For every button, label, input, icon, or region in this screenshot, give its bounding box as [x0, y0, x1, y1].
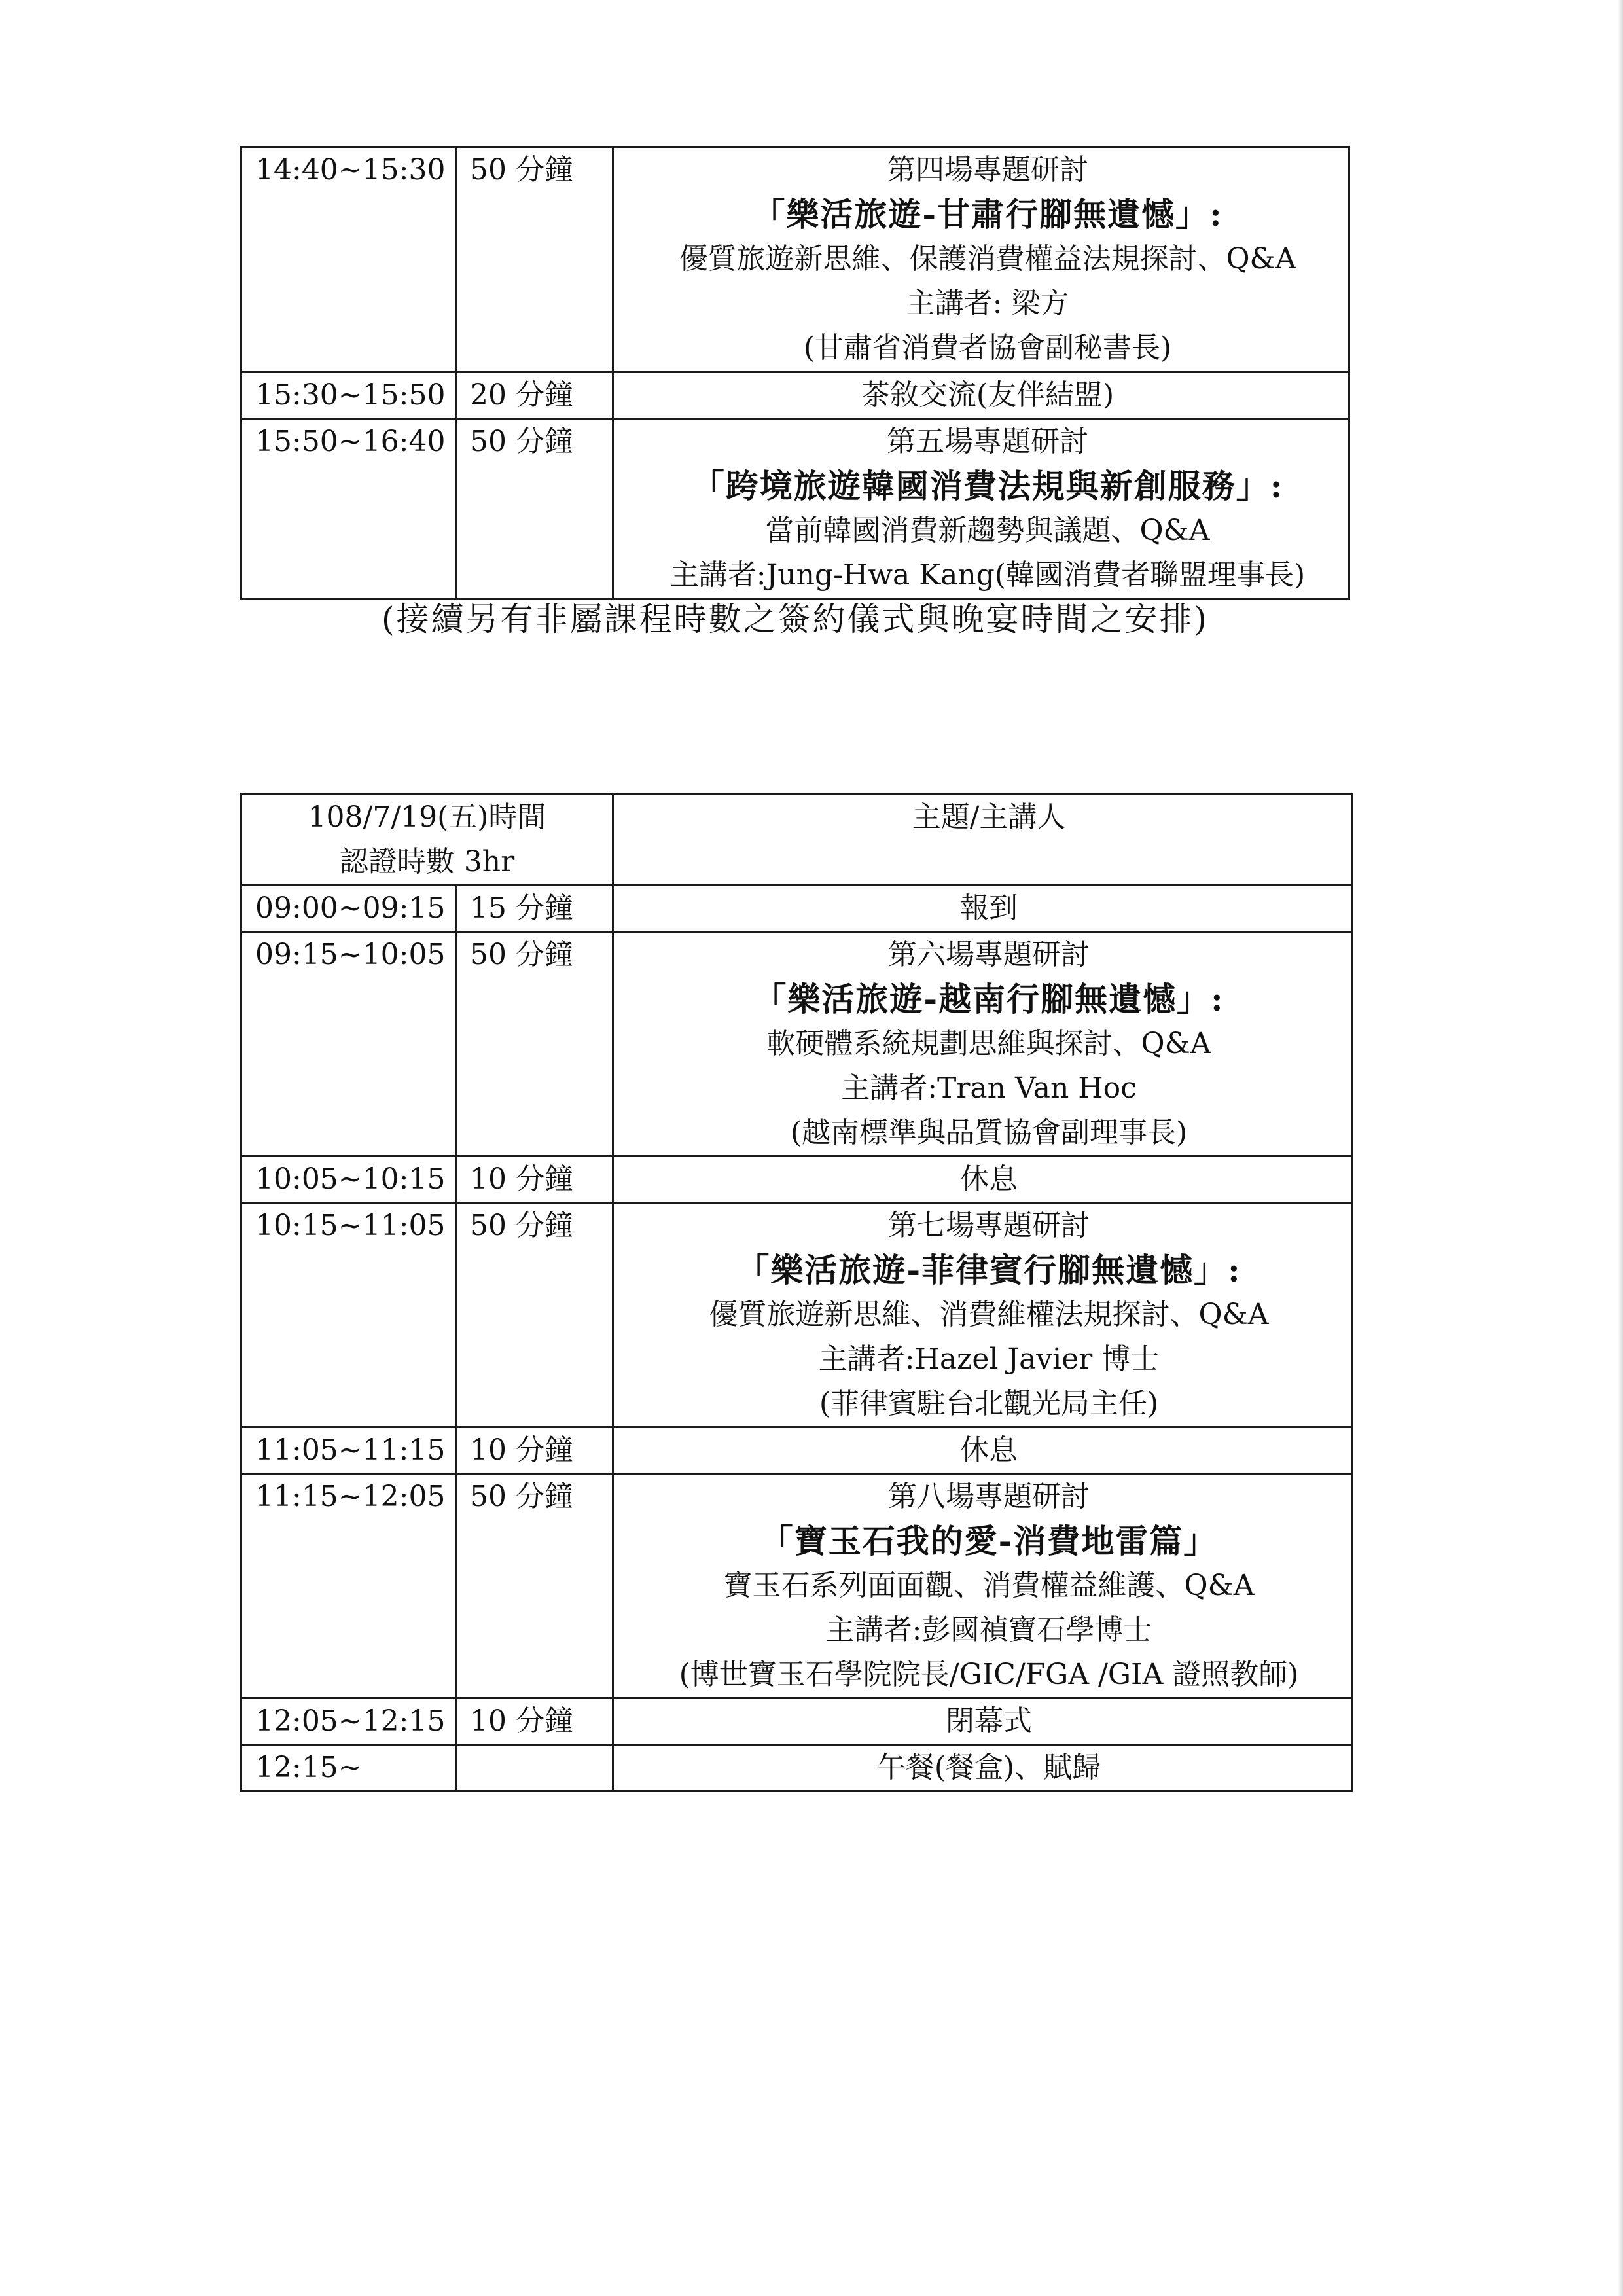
duration-cell: 50 分鐘	[456, 1474, 613, 1698]
schedule-table-day1-afternoon	[240, 146, 1350, 600]
time-cell: 10:05~10:15	[241, 1157, 456, 1203]
duration-cell: 20 分鐘	[456, 372, 613, 419]
session-description: 當前韓國消費新趨勢與議題、Q&A	[765, 514, 1210, 547]
time-cell: 12:15~	[241, 1745, 456, 1791]
session-name: 第四場專題研討	[887, 153, 1088, 187]
table-row	[241, 886, 1352, 932]
topic-cell: 茶敘交流(友伴結盟)	[613, 372, 1349, 419]
table-row	[241, 419, 1349, 600]
table-row	[241, 1157, 1352, 1203]
session-description: 軟硬體系統規劃思維與探討、Q&A	[766, 1027, 1211, 1060]
time-cell: 15:30~15:50	[241, 372, 456, 419]
time-cell: 12:05~12:15	[241, 1698, 456, 1745]
topic-cell: 午餐(餐盒)、賦歸	[613, 1745, 1352, 1791]
speaker-affiliation: (甘肅省消費者協會副秘書長)	[803, 331, 1172, 365]
table-row	[241, 1474, 1352, 1698]
speaker-name: 主講者:Hazel Javier 博士	[818, 1342, 1160, 1376]
table-header-row	[241, 795, 1352, 886]
session-title: 「樂活旅遊-菲律賓行腳無遺憾」:	[736, 1251, 1241, 1289]
topic-cell: 休息	[613, 1157, 1352, 1203]
topic-cell	[613, 147, 1349, 372]
table-row	[241, 372, 1349, 419]
session-title: 「樂活旅遊-越南行腳無遺憾」:	[753, 980, 1224, 1018]
table-row	[241, 932, 1352, 1157]
session-name: 第七場專題研討	[888, 1209, 1090, 1242]
time-cell: 14:40~15:30	[241, 147, 456, 372]
session-title: 「樂活旅遊-甘肅行腳無遺憾」:	[752, 195, 1223, 234]
table-row	[241, 147, 1349, 372]
topic-cell	[613, 932, 1352, 1157]
time-cell: 09:15~10:05	[241, 932, 456, 1157]
table-row	[241, 1698, 1352, 1745]
header-date-cell	[241, 795, 613, 886]
time-cell: 11:15~12:05	[241, 1474, 456, 1698]
topic-cell: 報到	[613, 886, 1352, 932]
session-name: 第八場專題研討	[888, 1480, 1090, 1513]
table-row	[241, 1203, 1352, 1427]
duration-cell: 15 分鐘	[456, 886, 613, 932]
speaker-affiliation: (博世寶玉石學院院長/GIC/FGA /GIA 證照教師)	[679, 1658, 1299, 1691]
duration-cell: 10 分鐘	[456, 1427, 613, 1474]
speaker-affiliation: (菲律賓駐台北觀光局主任)	[819, 1387, 1159, 1420]
speaker-name: 主講者:彭國禎寶石學博士	[825, 1613, 1152, 1647]
table-row	[241, 1745, 1352, 1791]
session-name: 第五場專題研討	[887, 425, 1088, 458]
topic-cell: 閉幕式	[613, 1698, 1352, 1745]
header-topic: 主題/主講人	[613, 795, 1352, 886]
duration-cell: 10 分鐘	[456, 1157, 613, 1203]
speaker-name: 主講者: 梁方	[906, 287, 1069, 320]
duration-cell: 50 分鐘	[456, 147, 613, 372]
session-description: 寶玉石系列面面觀、消費權益維護、Q&A	[723, 1569, 1255, 1602]
schedule-table-day2	[240, 793, 1353, 1792]
schedule-note: (接續另有非屬課程時數之簽約儀式與晚宴時間之安排)	[381, 600, 1209, 638]
speaker-affiliation: (越南標準與品質協會副理事長)	[790, 1116, 1188, 1149]
topic-cell	[613, 419, 1349, 600]
session-title: 「跨境旅遊韓國消費法規與新創服務」:	[691, 467, 1284, 505]
topic-cell	[613, 1203, 1352, 1427]
time-cell: 10:15~11:05	[241, 1203, 456, 1427]
duration-cell	[456, 1745, 613, 1791]
duration-cell: 50 分鐘	[456, 932, 613, 1157]
duration-cell: 10 分鐘	[456, 1698, 613, 1745]
header-date: 108/7/19(五)時間	[308, 800, 546, 834]
session-description: 優質旅遊新思維、消費維權法規探討、Q&A	[709, 1298, 1269, 1331]
time-cell: 09:00~09:15	[241, 886, 456, 932]
session-description: 優質旅遊新思維、保護消費權益法規探討、Q&A	[679, 242, 1296, 276]
table-row	[241, 1427, 1352, 1474]
scan-edge-shadow	[1618, 0, 1623, 2296]
speaker-name: 主講者:Tran Van Hoc	[841, 1071, 1137, 1105]
duration-cell: 50 分鐘	[456, 1203, 613, 1427]
time-cell: 11:05~11:15	[241, 1427, 456, 1474]
session-name: 第六場專題研討	[888, 938, 1090, 971]
topic-cell: 休息	[613, 1427, 1352, 1474]
time-cell: 15:50~16:40	[241, 419, 456, 600]
header-hours: 認證時數 3hr	[339, 845, 515, 878]
speaker-name: 主講者:Jung-Hwa Kang(韓國消費者聯盟理事長)	[669, 558, 1306, 592]
topic-cell	[613, 1474, 1352, 1698]
duration-cell: 50 分鐘	[456, 419, 613, 600]
session-title: 「寶玉石我的愛-消費地雷篇」	[760, 1522, 1218, 1560]
